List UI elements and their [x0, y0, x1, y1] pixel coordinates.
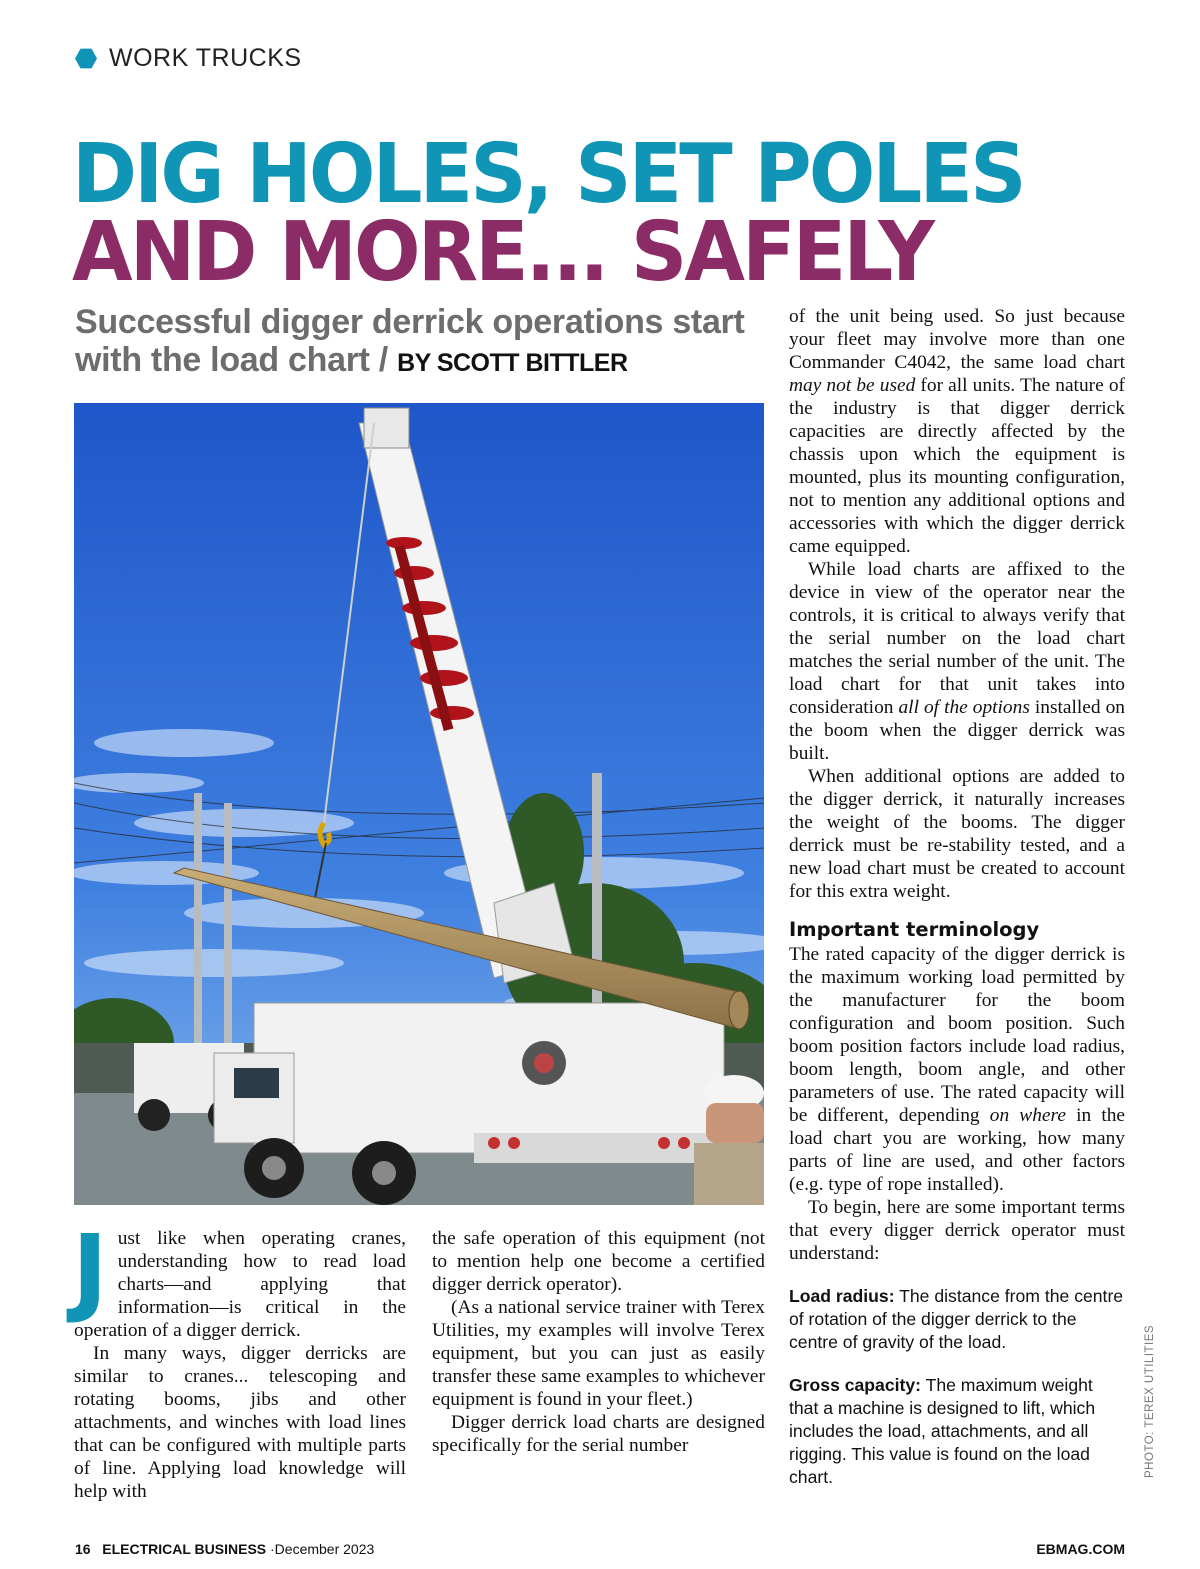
magazine-name: ELECTRICAL BUSINESS [102, 1541, 267, 1557]
term-definition [789, 1285, 1125, 1354]
section-subtitle: Important terminology [789, 918, 1040, 941]
article-paragraph [789, 558, 1125, 765]
paragraph-text: of the unit being used. So just because your fleet may involve more than one Commander C4042, the same load chart [789, 306, 1125, 373]
article-paragraph: To begin, here are some important terms that every digger derrick operator must understand: [789, 1197, 1125, 1264]
headline-line-2: AND MORE... SAFELY [72, 205, 933, 300]
hexagon-icon [75, 48, 97, 70]
article-column-2 [432, 1227, 765, 1457]
term-text: The maximum weight that a machine is designed to lift, which includes the load, attachments, and all rigging. This value is found on the load chart. [789, 1375, 1096, 1487]
issue-date: ·December 2023 [270, 1541, 375, 1557]
footer-left [75, 1541, 374, 1557]
term-definition [789, 1374, 1125, 1489]
section-label: WORK TRUCKS [109, 44, 302, 72]
headline-line-1: DIG HOLES, SET POLES [72, 127, 1024, 222]
paragraph-text: While load charts are affixed to the device in view of the operator near the controls, it is critical to always verify that the serial number on the load chart matches the serial number of the unit. The load chart for that unit takes into consideration [789, 559, 1125, 718]
article-paragraph [789, 943, 1125, 1196]
paragraph-text: ust like when operating cranes, understanding how to read load charts—and applying that information—is critical in the operation of a digger derrick. [74, 1228, 406, 1341]
subheadline [75, 303, 765, 382]
digger-derrick-photo [74, 403, 764, 1205]
emphasis-text: all of the options [898, 697, 1030, 718]
paragraph-text: for all units. The nature of the industry is that digger derrick capacities are directly affected by the chassis upon which the equipment is mounted, plus its mounting configuration, not to mention any additional options and accessories with which the digger derrick came equipped. [789, 375, 1125, 557]
subhead-text: Successful digger derrick operations start with the load chart / [75, 303, 745, 379]
paragraph-text: The rated capacity of the digger derrick is the maximum working load permitted by the manufacturer for the boom configuration and boom position. Such boom position factors include load radius, boom length, boom angle, and other parameters of use. The rated capacity will be different, depending [789, 944, 1125, 1126]
section-tag [75, 44, 302, 73]
article-paragraph: In many ways, digger derricks are similar to cranes... telescoping and rotating booms, jibs and other attachments, and winches with load lines that can be configured with multiple parts of line. Applying load knowledge will help with [74, 1343, 406, 1502]
article-paragraph [72, 1214, 406, 1342]
paragraph-text: in the load chart you are working, how many parts of line are used, and other factors (e.g. type of rope installed). [789, 1105, 1126, 1195]
article-paragraph: When additional options are added to the digger derrick, it naturally increases the weight of the booms. The digger derrick must be re-stability tested, and a new load chart must be created to account for this extra weight. [789, 766, 1125, 902]
article-column-3 [789, 305, 1125, 1489]
paragraph-text: installed on the boom when the digger derrick was built. [789, 697, 1125, 764]
term-label: Load radius: [789, 1286, 895, 1306]
photo-credit: PHOTO: TEREX UTILITIES [1144, 1324, 1156, 1478]
article-paragraph: (As a national service trainer with Terex Utilities, my examples will involve Terex equipment, but you can just as easily transfer these same examples to whichever equipment is found in your fleet.) [432, 1297, 765, 1410]
term-text: The distance from the centre of rotation of the digger derrick to the centre of gravity of the load. [789, 1286, 1124, 1352]
article-column-1 [72, 1214, 406, 1503]
article-paragraph: Digger derrick load charts are designed specifically for the serial number [432, 1412, 765, 1456]
term-label: Gross capacity: [789, 1375, 922, 1395]
byline: BY SCOTT BITTLER [397, 349, 628, 377]
emphasis-text: on where [989, 1105, 1066, 1126]
article-paragraph: the safe operation of this equipment (not to mention help one become a certified digger derrick operator). [432, 1228, 765, 1295]
page-number: 16 [75, 1541, 91, 1557]
article-paragraph [789, 305, 1125, 558]
site-url: EBMAG.COM [1036, 1541, 1125, 1557]
emphasis-text: may not be used [789, 375, 916, 396]
drop-cap: J [72, 1214, 108, 1326]
